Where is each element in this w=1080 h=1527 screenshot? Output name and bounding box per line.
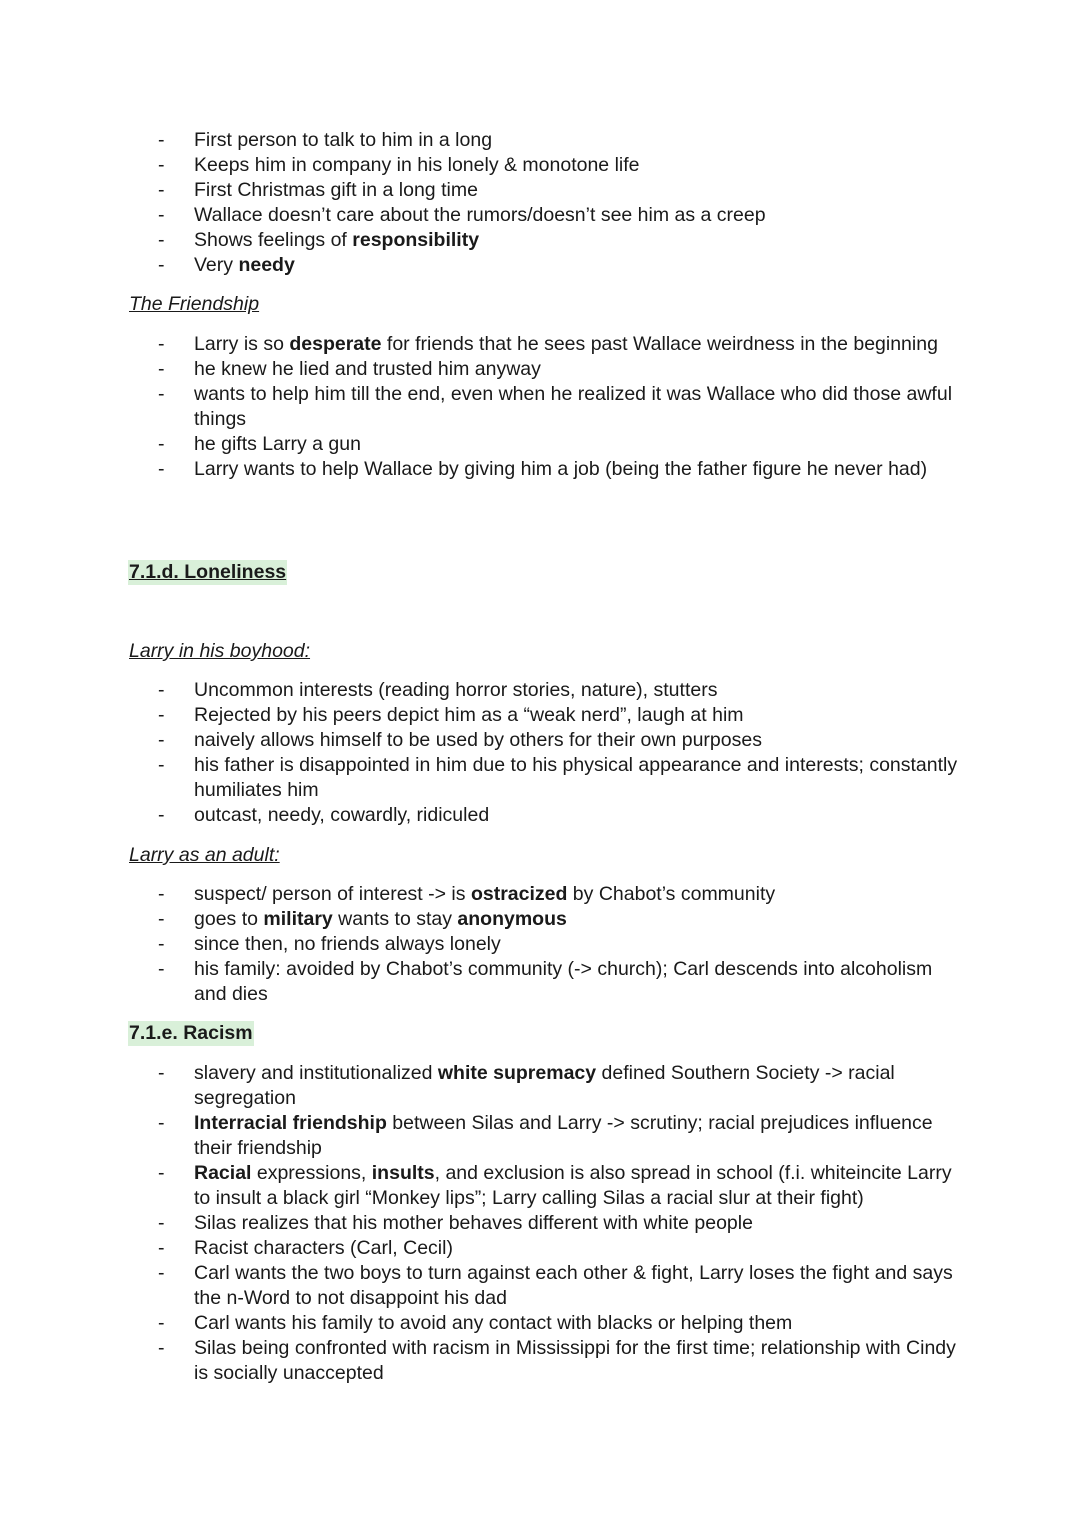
friendship-list	[0, 332, 1080, 482]
list-item: - First Christmas gift in a long time	[0, 178, 1080, 203]
list-item: - Shows feelings of responsibility	[0, 228, 1080, 253]
list-item: - suspect/ person of interest -> is ostracized by Chabot’s community	[0, 882, 1080, 907]
list-item: - Racist characters (Carl, Cecil)	[0, 1236, 1080, 1261]
adult-list-block	[0, 882, 1080, 1007]
list-item: - slavery and institutionalized white supremacy defined Southern Society -> racial segregation	[0, 1061, 1080, 1111]
list-item: - Keeps him in company in his lonely & monotone life	[0, 153, 1080, 178]
list-item: - Wallace doesn’t care about the rumors/doesn’t see him as a creep	[0, 203, 1080, 228]
friendship-list-block	[0, 332, 1080, 482]
subheading-larry-boyhood: Larry in his boyhood:	[129, 640, 311, 662]
list-item: - Silas being confronted with racism in Mississippi for the first time; relationship with Cindy is socially unaccepted	[0, 1336, 1080, 1386]
list-item: - Carl wants the two boys to turn against each other & fight, Larry loses the fight and says the n-Word to not disappoint his dad	[0, 1261, 1080, 1311]
list-item: - his father is disappointed in him due to his physical appearance and interests; constantly humiliates him	[0, 753, 1080, 803]
list-item: - Silas realizes that his mother behaves different with white people	[0, 1211, 1080, 1236]
subheading-larry-adult: Larry as an adult:	[129, 844, 280, 866]
section-heading-racism: 7.1.e. Racism	[129, 1022, 253, 1044]
racism-list	[0, 1061, 1080, 1386]
list-item: - naively allows himself to be used by others for their own purposes	[0, 728, 1080, 753]
list-item: - Uncommon interests (reading horror stories, nature), stutters	[0, 678, 1080, 703]
list-item: - Rejected by his peers depict him as a “weak nerd”, laugh at him	[0, 703, 1080, 728]
list-item: - Larry wants to help Wallace by giving him a job (being the father figure he never had)	[0, 457, 1080, 482]
list-item: - Very needy	[0, 253, 1080, 278]
list-item: - First person to talk to him in a long	[0, 128, 1080, 153]
boyhood-list-block	[0, 678, 1080, 828]
list-item: - he gifts Larry a gun	[0, 432, 1080, 457]
list-item: - since then, no friends always lonely	[0, 932, 1080, 957]
list-item: - wants to help him till the end, even when he realized it was Wallace who did those awful things	[0, 382, 1080, 432]
racism-list-block	[0, 1061, 1080, 1386]
list-item: - Racial expressions, insults, and exclusion is also spread in school (f.i. whiteincite Larry to insult a black girl “Monkey lips”; Larry calling Silas a racial slur at their fight)	[0, 1161, 1080, 1211]
list-item: - Interracial friendship between Silas and Larry -> scrutiny; racial prejudices influence their friendship	[0, 1111, 1080, 1161]
list-item: - his family: avoided by Chabot’s community (-> church); Carl descends into alcoholism and dies	[0, 957, 1080, 1007]
list-item: - outcast, needy, cowardly, ridiculed	[0, 803, 1080, 828]
adult-list	[0, 882, 1080, 1007]
list-item: - Carl wants his family to avoid any contact with blacks or helping them	[0, 1311, 1080, 1336]
boyhood-list	[0, 678, 1080, 828]
list-item: - Larry is so desperate for friends that he sees past Wallace weirdness in the beginning	[0, 332, 1080, 357]
section-heading-loneliness: 7.1.d. Loneliness	[129, 561, 287, 583]
subheading-the-friendship: The Friendship	[129, 293, 260, 315]
wallace-traits-list-block	[0, 128, 1080, 278]
list-item: - goes to military wants to stay anonymous	[0, 907, 1080, 932]
wallace-traits-list	[0, 128, 1080, 278]
list-item: - he knew he lied and trusted him anyway	[0, 357, 1080, 382]
